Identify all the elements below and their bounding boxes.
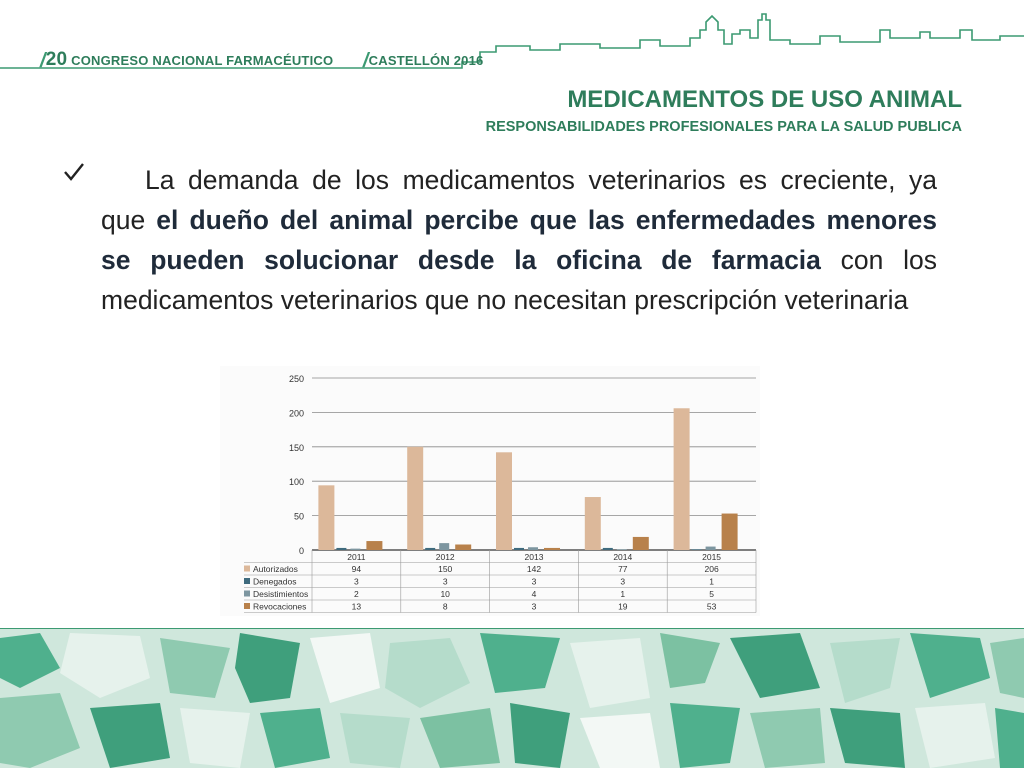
data-label: 3 xyxy=(442,576,448,587)
paragraph-bold: el dueño del animal percibe que las enfermedades menores se pueden solucionar desde la oficina de farmacia xyxy=(101,205,937,275)
paragraph-text-2: con los medicamentos veterinarios que no necesitan prescripción veterinaria xyxy=(101,245,938,315)
bar-autorizados-2013 xyxy=(496,452,512,550)
data-label: 3 xyxy=(620,576,626,587)
slide-header xyxy=(0,0,1024,80)
data-label: 53 xyxy=(706,601,717,612)
legend-label-desistimientos: Desistimientos xyxy=(253,589,309,599)
bar-autorizados-2012 xyxy=(407,447,423,550)
bar-desistimientos-2011 xyxy=(350,549,360,550)
bar-revocaciones-2011 xyxy=(366,541,382,550)
bar-denegados-2013 xyxy=(514,548,524,550)
bar-revocaciones-2013 xyxy=(544,548,560,550)
x-tick-label: 2013 xyxy=(524,552,544,562)
bar-desistimientos-2015 xyxy=(706,547,716,550)
x-tick-label: 2012 xyxy=(435,552,455,562)
brand-slash-1: / xyxy=(40,50,46,72)
x-tick-label: 2014 xyxy=(613,552,633,562)
y-tick-label: 100 xyxy=(288,477,304,488)
data-label: 1 xyxy=(709,576,714,587)
data-label: 3 xyxy=(354,576,359,587)
data-label: 206 xyxy=(704,564,719,574)
data-label: 2 xyxy=(354,589,359,599)
brand-slash-2: / xyxy=(362,50,369,72)
slide-title: MEDICAMENTOS DE USO ANIMAL xyxy=(567,86,962,113)
bar-autorizados-2011 xyxy=(318,485,334,550)
data-label: 3 xyxy=(531,601,537,612)
paragraph-text-1: La demanda de los medicamentos veterinarios es creciente, ya que xyxy=(101,165,937,235)
bar-revocaciones-2015 xyxy=(722,514,738,550)
legend-label-denegados: Denegados xyxy=(253,576,297,587)
bar-desistimientos-2014 xyxy=(617,549,627,550)
checkmark-icon xyxy=(62,160,86,184)
data-label: 19 xyxy=(618,601,628,612)
y-tick-label: 250 xyxy=(288,374,304,384)
brand-city: CASTELLÓN 2016 xyxy=(368,53,484,68)
data-label: 8 xyxy=(442,601,448,612)
bar-revocaciones-2012 xyxy=(455,544,471,550)
mosaic-footer-decoration xyxy=(0,628,1024,768)
data-label: 3 xyxy=(531,576,537,587)
legend-label-revocaciones: Revocaciones xyxy=(253,601,307,612)
x-tick-label: 2011 xyxy=(347,552,366,562)
data-label: 13 xyxy=(351,601,362,612)
data-label: 4 xyxy=(531,589,537,599)
bar-desistimientos-2013 xyxy=(528,547,538,550)
slide-title-block xyxy=(486,86,962,136)
y-tick-label: 150 xyxy=(288,442,304,453)
data-label: 10 xyxy=(440,589,450,599)
bar-autorizados-2015 xyxy=(674,408,690,550)
bar-denegados-2015 xyxy=(692,549,702,550)
authorizations-chart xyxy=(220,366,760,616)
legend-swatch-desistimientos xyxy=(244,591,250,597)
legend-label-autorizados: Autorizados xyxy=(253,564,298,574)
y-tick-label: 200 xyxy=(288,408,304,419)
bar-autorizados-2014 xyxy=(585,497,601,550)
data-label: 94 xyxy=(351,564,362,574)
bullet-paragraph xyxy=(101,160,937,320)
bar-denegados-2011 xyxy=(336,548,346,550)
data-label: 142 xyxy=(526,564,542,574)
data-label: 150 xyxy=(438,564,453,574)
bar-denegados-2014 xyxy=(603,548,613,550)
y-tick-label: 50 xyxy=(293,511,304,522)
bar-desistimientos-2012 xyxy=(439,543,449,550)
data-label: 1 xyxy=(620,589,626,599)
legend-swatch-revocaciones xyxy=(244,603,250,609)
data-label: 77 xyxy=(618,564,628,574)
slide-subtitle: RESPONSABILIDADES PROFESIONALES PARA LA SALUD PUBLICA xyxy=(485,119,962,135)
bar-revocaciones-2014 xyxy=(633,537,649,550)
legend-swatch-denegados xyxy=(244,578,250,584)
data-label: 5 xyxy=(709,589,714,599)
brand-congress: CONGRESO NACIONAL FARMACÉUTICO xyxy=(71,53,334,68)
congress-brand xyxy=(40,48,483,71)
y-tick-label: 0 xyxy=(298,546,304,556)
legend-swatch-autorizados xyxy=(244,566,250,572)
x-tick-label: 2015 xyxy=(702,552,722,562)
bar-denegados-2012 xyxy=(425,548,435,550)
brand-number: 20 xyxy=(45,49,68,70)
